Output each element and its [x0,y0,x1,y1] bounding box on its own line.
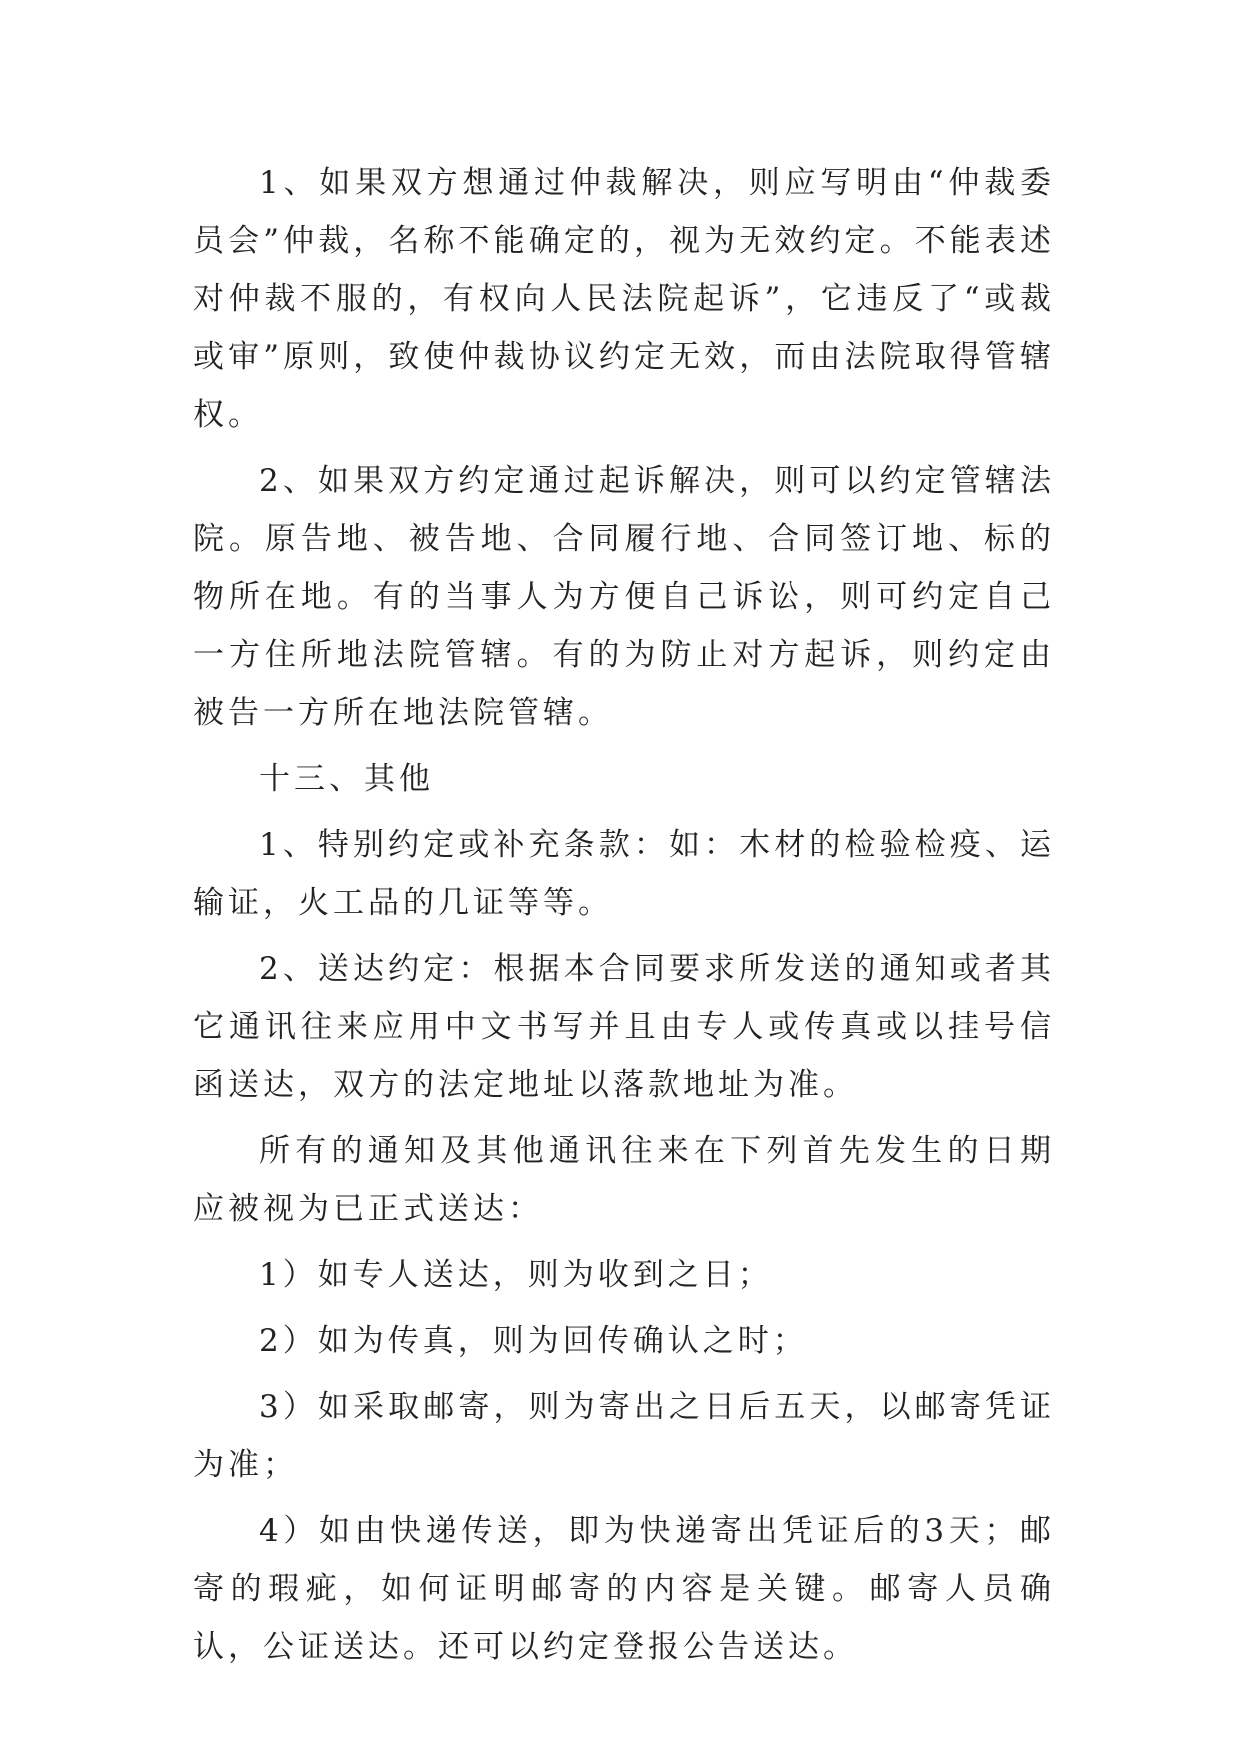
section-heading-other: 十三、其他 [259,761,434,797]
paragraph-delivery-dates: 所有的通知及其他通讯往来在下列首先发生的日期应被视为已正式送达： [193,1133,1055,1227]
paragraph-special-terms: 1、特别约定或补充条款：如：木材的检验检疫、运输证，火工品的几证等等。 [193,827,1055,921]
document-body [193,154,1055,1684]
list-item-mail: 3）如采取邮寄，则为寄出之日后五天，以邮寄凭证为准； [193,1389,1055,1483]
list-item-express: 4）如由快递传送，即为快递寄出凭证后的3天；邮寄的瑕疵，如何证明邮寄的内容是关键。邮寄人员确认，公证送达。还可以约定登报公告送达。 [193,1513,1055,1665]
paragraph-court-jurisdiction: 2、如果双方约定通过起诉解决，则可以约定管辖法院。原告地、被告地、合同履行地、合同签订地、标的物所在地。有的当事人为方便自己诉讼，则可约定自己一方住所地法院管辖。有的为防止对方起诉，则约定由被告一方所在地法院管辖。 [193,463,1055,731]
list-item-personal-delivery: 1）如专人送达，则为收到之日； [259,1257,773,1293]
list-item-fax: 2）如为传真，则为回传确认之时； [259,1323,808,1359]
paragraph-delivery-agreement: 2、送达约定：根据本合同要求所发送的通知或者其它通讯往来应用中文书写并且由专人或传真或以挂号信函送达，双方的法定地址以落款地址为准。 [193,951,1055,1103]
paragraph-arbitration-clause: 1、如果双方想通过仲裁解决，则应写明由“仲裁委员会”仲裁，名称不能确定的，视为无效约定。不能表述对仲裁不服的，有权向人民法院起诉”，它违反了“或裁或审”原则，致使仲裁协议约定无效，而由法院取得管辖权。 [193,165,1055,433]
